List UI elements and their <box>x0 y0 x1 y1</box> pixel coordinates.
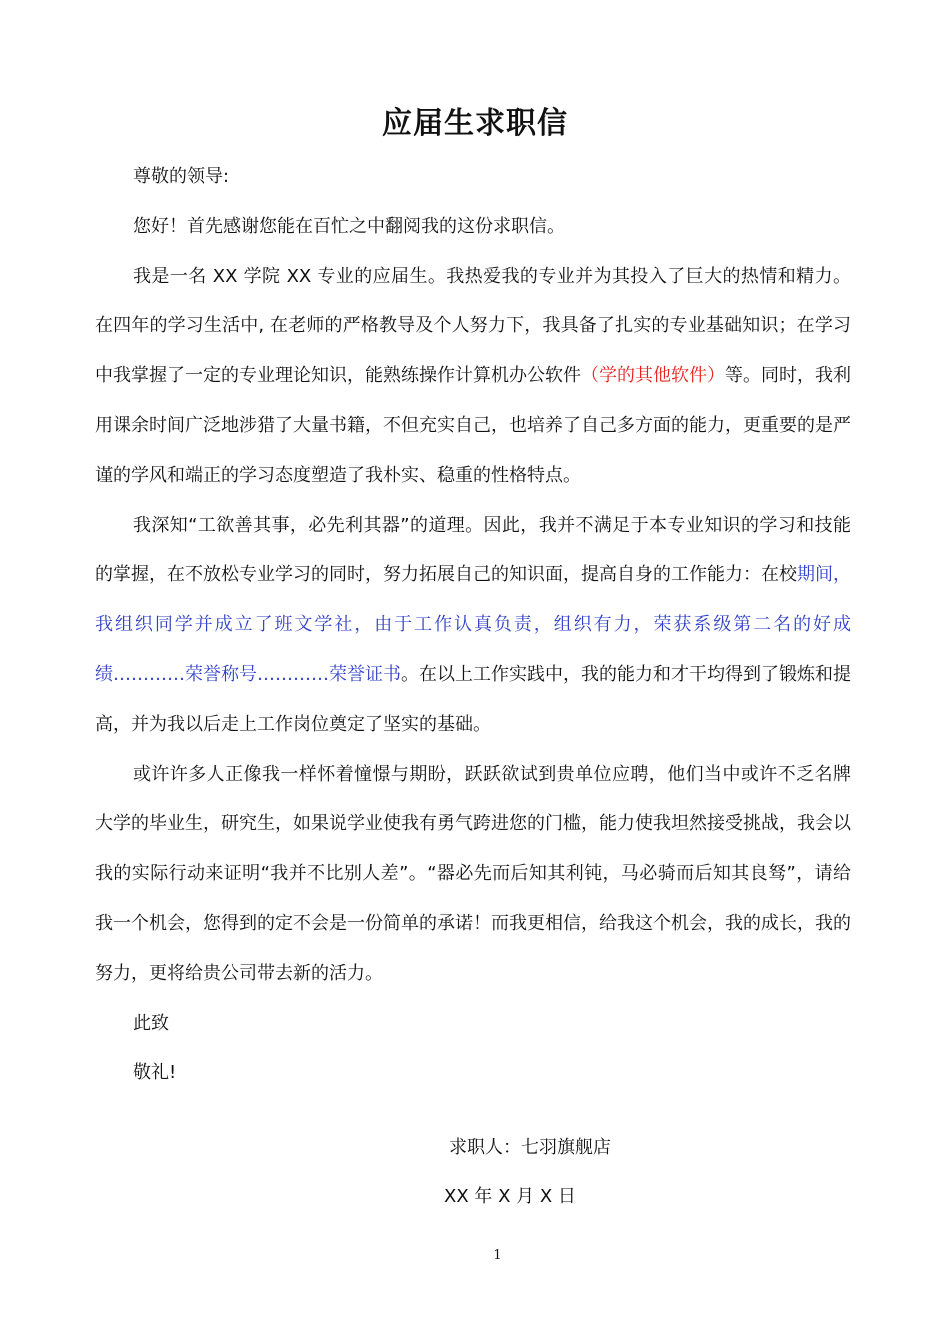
paragraph-education-text: 我是一名 XX 学院 XX 专业的应届生。我热爱我的专业并为其投入了巨大的热情和精力。在四年的学习生活中, 在老师的严格教导及个人努力下，我具备了扎实的专业基础知识；在学习中我掌握了一定的专业理论知识，能熟练操作计算机办公软件 <box>95 265 851 387</box>
closing-line-1: 此致 <box>133 1012 169 1034</box>
signer-line <box>449 1125 611 1171</box>
salutation: 尊敬的领导: <box>133 166 230 187</box>
page-title: 应届生求职信 <box>382 106 568 141</box>
paragraph-experience-end: 。在以上工作实践中，我的能力和才干均得到了锻炼和提高，并为我以后走上工作岗位奠定了坚实的基础。 <box>95 663 851 735</box>
paragraph-experience-text: 我深知“工欲善其事，必先利其器”的道理。因此，我并不满足于本专业知识的学习和技能的掌握，在不放松专业学习的同时，努力拓展自己的知识面，提高自身的工作能力：在校 <box>95 514 851 586</box>
signer-label: 求职人： <box>449 1137 521 1158</box>
paragraph-motivation: 或许许多人正像我一样怀着憧憬与期盼，跃跃欲试到贵单位应聘，他们当中或许不乏名牌大学的毕业生，研究生，如果说学业使我有勇气跨进您的门槛，能力使我坦然接受挑战，我会以我的实际行动来证明“我并不比别人差”。“器必先而后知其利钝，马必骑而后知其良驽”，请给我一个机会，您得到的定不会是一份简单的承诺！而我更相信，给我这个机会，我的成长，我的努力，更将给贵公司带去新的活力。 <box>95 763 851 984</box>
paragraph-education-end: 等。同时，我利用课余时间广泛地涉猎了大量书籍，不但充实自己，也培养了自己多方面的能力，更重要的是严谨的学风和端正的学习态度塑造了我朴实、稳重的性格特点。 <box>95 365 851 486</box>
paragraph-education <box>95 252 851 501</box>
closing-line-2: 敬礼! <box>133 1062 177 1084</box>
signer-name: 七羽旗舰店 <box>521 1137 611 1158</box>
greeting-paragraph: 您好！首先感谢您能在百忙之中翻阅我的这份求职信。 <box>133 215 565 237</box>
letter-body <box>95 152 851 1098</box>
paragraph-experience <box>95 501 851 750</box>
highlight-software-placeholder: （学的其他软件） <box>581 365 725 387</box>
page-number: 1 <box>493 1248 502 1263</box>
letter-date: XX 年 X 月 X 日 <box>444 1186 576 1207</box>
highlight-achievements-placeholder: 期间，我组织同学并成立了班文学社，由于工作认真负责，组织有力，荣获系级第二名的好成绩…………荣誉称号…………荣誉证书 <box>95 564 851 685</box>
